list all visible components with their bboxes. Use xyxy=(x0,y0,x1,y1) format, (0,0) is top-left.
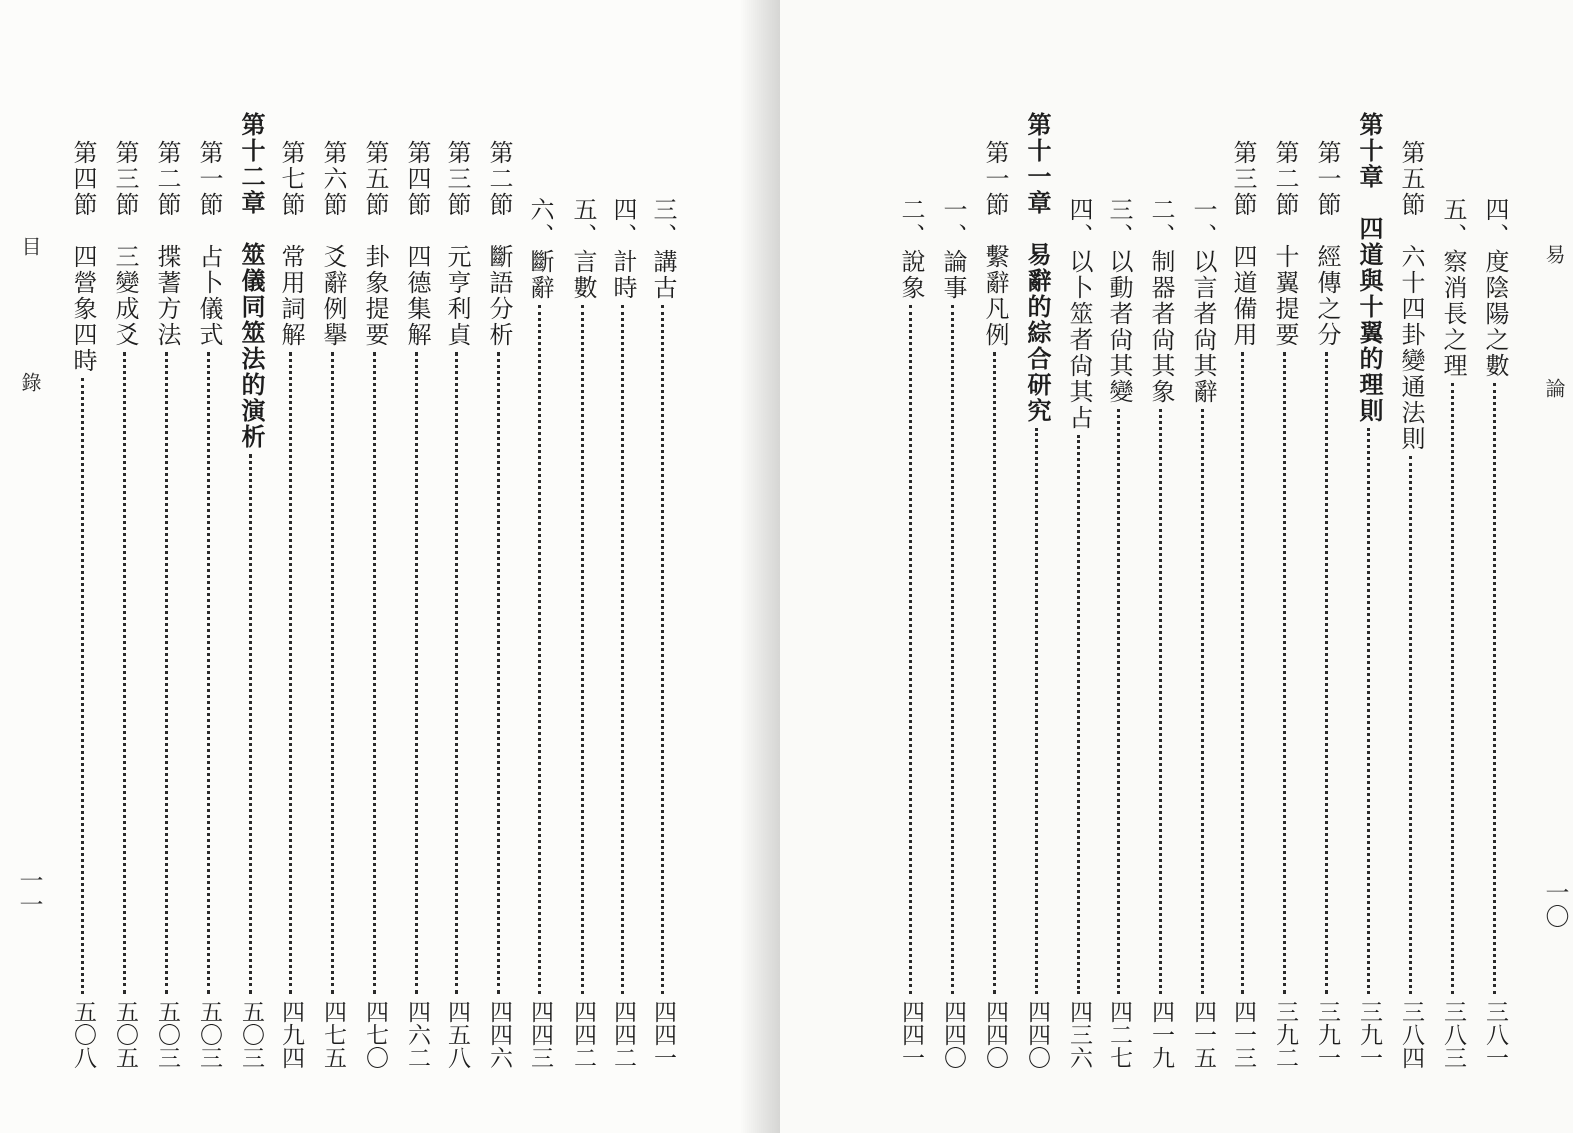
toc-entry xyxy=(402,0,432,1133)
entry-title: 四、以卜筮者尙其占 xyxy=(1065,197,1093,431)
right-page xyxy=(780,0,1573,1133)
entry-title: 第一節 經傳之分 xyxy=(1313,140,1341,348)
entry-title: 六、斷辭 xyxy=(526,197,554,301)
toc-entry xyxy=(442,0,472,1133)
entry-title: 第六節 爻辭例擧 xyxy=(319,140,347,348)
chapter-title: 第十章 四道與十翼的理則 xyxy=(1355,112,1384,424)
entry-title: 一、論事 xyxy=(939,197,967,301)
entry-title: 三、以動者尙其變 xyxy=(1105,197,1133,405)
page-number: 四四二 xyxy=(610,1000,636,1069)
leader-dots xyxy=(1367,428,1374,994)
leader-dots xyxy=(581,305,588,994)
page-number: 四四〇 xyxy=(1024,1000,1050,1069)
left-running-header-1: 目 xyxy=(18,236,42,256)
leader-dots xyxy=(661,305,668,994)
page-number: 五〇八 xyxy=(70,1000,96,1069)
leader-dots xyxy=(415,352,422,994)
toc-entry xyxy=(194,0,224,1133)
entry-title: 第二節 揲蓍方法 xyxy=(153,140,181,348)
leader-dots xyxy=(909,305,916,994)
entry-title: 第五節 卦象提要 xyxy=(361,140,389,348)
entry-title: 第七節 常用詞解 xyxy=(277,140,305,348)
entry-title: 第五節 六十四卦變通法則 xyxy=(1397,140,1425,452)
toc-entry xyxy=(152,0,182,1133)
toc-entry xyxy=(896,0,926,1133)
page-number: 四六二 xyxy=(404,1000,430,1069)
leader-dots xyxy=(1451,383,1458,994)
leader-dots xyxy=(538,305,545,994)
page-number: 四四〇 xyxy=(982,1000,1008,1069)
leader-dots xyxy=(165,352,172,994)
page-number: 四二七 xyxy=(1106,1000,1132,1069)
leader-dots xyxy=(1159,409,1166,994)
toc-entry xyxy=(525,0,555,1133)
entry-title: 四、計時 xyxy=(609,197,637,301)
page-number: 四一三 xyxy=(1230,1000,1256,1069)
entry-title: 五、察消長之理 xyxy=(1439,197,1467,379)
toc-entry xyxy=(1104,0,1134,1133)
leader-dots xyxy=(1241,352,1248,994)
right-running-header-2: 論 xyxy=(1542,378,1566,398)
leader-dots xyxy=(373,352,380,994)
entry-title: 第一節 占卜儀式 xyxy=(195,140,223,348)
page-number: 三八一 xyxy=(1482,1000,1508,1069)
entry-title: 第三節 元亨利貞 xyxy=(443,140,471,348)
toc-entry xyxy=(236,0,266,1133)
entry-title: 一、以言者尙其辭 xyxy=(1189,197,1217,405)
toc-entry xyxy=(648,0,678,1133)
leader-dots xyxy=(1077,435,1084,994)
toc-entry xyxy=(1146,0,1176,1133)
chapter-title: 第十一章 易辭的綜合研究 xyxy=(1023,112,1052,424)
entry-title: 四、度陰陽之數 xyxy=(1481,197,1509,379)
page-number: 四四六 xyxy=(486,1000,512,1069)
page-number: 四一五 xyxy=(1190,1000,1216,1069)
entry-title: 二、制器者尙其象 xyxy=(1147,197,1175,405)
right-folio: 一〇 xyxy=(1541,880,1569,928)
leader-dots xyxy=(455,352,462,994)
leader-dots xyxy=(1493,383,1500,994)
page-number: 四四〇 xyxy=(940,1000,966,1069)
leader-dots xyxy=(1283,352,1290,994)
toc-entry xyxy=(1354,0,1384,1133)
leader-dots xyxy=(289,352,296,994)
leader-dots xyxy=(1201,409,1208,994)
entry-title: 三、講古 xyxy=(649,197,677,301)
toc-entry xyxy=(1022,0,1052,1133)
page-number: 五〇三 xyxy=(196,1000,222,1069)
entry-title: 第三節 三變成爻 xyxy=(111,140,139,348)
toc-entry xyxy=(568,0,598,1133)
toc-entry xyxy=(1396,0,1426,1133)
toc-entry xyxy=(1064,0,1094,1133)
left-page xyxy=(0,0,780,1133)
leader-dots xyxy=(1325,352,1332,994)
toc-entry xyxy=(608,0,638,1133)
entry-title: 五、言數 xyxy=(569,197,597,301)
leader-dots xyxy=(81,378,88,994)
page-number: 四四一 xyxy=(650,1000,676,1069)
entry-title: 第四節 四德集解 xyxy=(403,140,431,348)
page-number: 四五八 xyxy=(444,1000,470,1069)
entry-title: 二、說象 xyxy=(897,197,925,301)
left-running-header-2: 錄 xyxy=(18,372,42,392)
leader-dots xyxy=(993,352,1000,994)
leader-dots xyxy=(951,305,958,994)
page-number: 三八三 xyxy=(1440,1000,1466,1069)
chapter-title: 第十二章 筮儀同筮法的演析 xyxy=(237,112,266,450)
page-number: 四三六 xyxy=(1066,1000,1092,1069)
toc-entry xyxy=(1270,0,1300,1133)
toc-entry xyxy=(1228,0,1258,1133)
left-folio: 一一 xyxy=(15,868,43,916)
leader-dots xyxy=(1035,428,1042,994)
entry-title: 第四節 四營象四時 xyxy=(69,140,97,374)
page-number: 五〇五 xyxy=(112,1000,138,1069)
leader-dots xyxy=(621,305,628,994)
entry-title: 第一節 繫辭凡例 xyxy=(981,140,1009,348)
toc-entry xyxy=(484,0,514,1133)
page-number: 五〇三 xyxy=(238,1000,264,1069)
toc-entry xyxy=(1438,0,1468,1133)
toc-entry xyxy=(110,0,140,1133)
leader-dots xyxy=(207,352,214,994)
page-number: 四七〇 xyxy=(362,1000,388,1069)
page-number: 四四三 xyxy=(527,1000,553,1069)
toc-entry xyxy=(1188,0,1218,1133)
toc-entry xyxy=(318,0,348,1133)
toc-entry xyxy=(360,0,390,1133)
page-number: 四四二 xyxy=(570,1000,596,1069)
leader-dots xyxy=(1117,409,1124,994)
leader-dots xyxy=(497,352,504,994)
page-number: 四四一 xyxy=(898,1000,924,1069)
entry-title: 第三節 四道備用 xyxy=(1229,140,1257,348)
toc-entry xyxy=(276,0,306,1133)
leader-dots xyxy=(123,352,130,994)
leader-dots xyxy=(1409,456,1416,994)
toc-entry xyxy=(1312,0,1342,1133)
toc-entry xyxy=(938,0,968,1133)
toc-entry xyxy=(68,0,98,1133)
leader-dots xyxy=(331,352,338,994)
page-number: 三九二 xyxy=(1272,1000,1298,1069)
page-number: 四九四 xyxy=(278,1000,304,1069)
entry-title: 第二節 斷語分析 xyxy=(485,140,513,348)
page-number: 五〇三 xyxy=(154,1000,180,1069)
page-number: 三八四 xyxy=(1398,1000,1424,1069)
entry-title: 第二節 十翼提要 xyxy=(1271,140,1299,348)
toc-entry xyxy=(1480,0,1510,1133)
toc-entry xyxy=(980,0,1010,1133)
page-number: 三九一 xyxy=(1356,1000,1382,1069)
leader-dots xyxy=(249,454,256,994)
page-number: 四一九 xyxy=(1148,1000,1174,1069)
page-number: 四七五 xyxy=(320,1000,346,1069)
page-number: 三九一 xyxy=(1314,1000,1340,1069)
right-running-header-1: 易 xyxy=(1542,244,1566,264)
